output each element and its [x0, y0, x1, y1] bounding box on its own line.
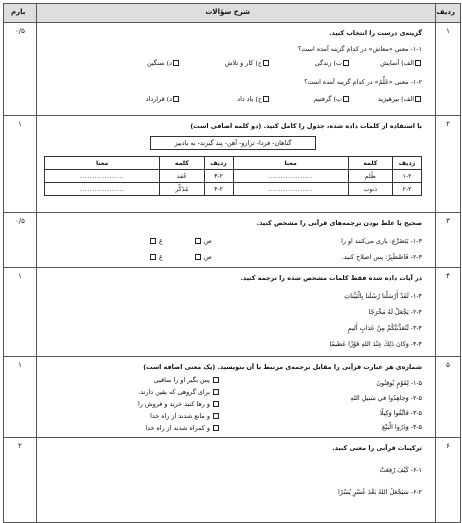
verse-line: ۲-۴- يَجْعَلْ لَهُ مَخْرَجًا — [368, 308, 422, 316]
answer-blank[interactable]: .................. — [45, 170, 160, 183]
checkbox[interactable] — [343, 96, 349, 102]
checkbox[interactable] — [263, 60, 269, 66]
verse-line: ۴-۵- وَذَرُوا الْبَيْعَ — [381, 423, 422, 431]
verse-line: ۱-۵- لِقَوْمٍ يُوقِنُونَ — [376, 379, 422, 387]
table-header-row: ردیف کلمه معنا ردیف کلمه معنا — [45, 157, 422, 170]
answer-blank[interactable]: .................. — [233, 170, 348, 183]
verse-line: ۲-۵- وَجاهِدُوا في سَبيلِ اللهِ — [350, 394, 422, 402]
question-number: ۱ — [446, 27, 450, 35]
question-score: ۰/۵ — [15, 217, 25, 225]
verse-line: ۱-۴- لَقَدْ أَرْسَلْنا رُسُلَنا بِالْبَيِّناتِ — [344, 292, 422, 300]
question-score: ۱ — [18, 361, 22, 369]
checkbox[interactable] — [343, 60, 349, 66]
question-title: ترکیبات قرآنی را معنی کنید. — [332, 444, 422, 452]
translation-option[interactable]: و کمراه شدند از راه خدا — [145, 424, 220, 432]
option-1-2-a[interactable]: الف) بپرهیزید — [378, 95, 422, 103]
table-row: ۲-۲ ذنوب .................. ۴-۲ مُذَکِّر .................. — [45, 183, 422, 196]
checkbox[interactable] — [173, 96, 179, 102]
verse-line: ۴-۴- وَكانَ ذَلِكَ عِنْدَ اللهِ فَوْزًا عَظيمًا — [329, 340, 422, 348]
answer-blank[interactable]: .................. — [45, 183, 160, 196]
checkbox[interactable] — [213, 389, 219, 395]
question-2 — [4, 116, 460, 213]
question-1 — [4, 23, 460, 116]
answer-blank[interactable]: .................. — [233, 183, 348, 196]
question-title: در آیات داده شده فقط کلمات مشخص شده را ترجمه کنید. — [240, 274, 422, 282]
checkbox[interactable] — [415, 96, 421, 102]
checkbox[interactable] — [173, 60, 179, 66]
table-row: ۱-۲ ظُلم .................. ۳-۲ عُقد .................. — [45, 170, 422, 183]
question-title: شماره‌ی هر عبارت قرآنی را مقابل ترجمه‌ی مرتبط با آن بنویسید. (یک معنی اضافه است) — [143, 363, 422, 371]
option-1-1-b[interactable]: ب) زندگی — [315, 59, 350, 67]
verse-line: ۶-۱- كَيْفَ رُفِعَتْ — [379, 466, 422, 474]
option-1-1-a[interactable]: الف) آسایش — [380, 59, 422, 67]
header-score-label: بارم — [11, 8, 26, 16]
table-header — [4, 4, 460, 23]
checkbox[interactable] — [213, 377, 219, 383]
question-number: ۵ — [446, 361, 450, 369]
false-option[interactable]: غ — [149, 253, 163, 261]
option-1-2-c[interactable]: ج) یاد داد — [237, 95, 270, 103]
translation-option[interactable]: پس بگیر او را ساقیی — [154, 376, 220, 384]
question-score: ۲ — [18, 442, 22, 450]
translation-option[interactable]: و مانع شدند از راه خدا — [150, 412, 220, 420]
word-bank: گناهان- فردا- ترازو- آهن- پند گیرند- به یادبیز — [150, 136, 316, 150]
verse-line: ۳-۴- لَنُعَذِّبَنَّكُمْ مِنْ عَذابٍ أَليمٍ — [347, 324, 422, 332]
checkbox[interactable] — [415, 60, 421, 66]
question-6 — [4, 438, 460, 522]
checkbox[interactable] — [150, 254, 156, 260]
sub-question-3-2: ۲-۳- فَاصْطَبِرْ: پس اصلاح کنید. — [341, 253, 422, 261]
checkbox[interactable] — [195, 238, 201, 244]
checkbox[interactable] — [263, 96, 269, 102]
verse-line: ۶-۲- سَيَجْعَلُ اللهُ بَعْدَ عُسْرٍ يُسْرًا — [338, 488, 422, 496]
false-option[interactable]: غ — [149, 237, 163, 245]
verse-line: ۳-۵- فَاتَّقُوا وَكِيلًا — [379, 409, 422, 417]
checkbox[interactable] — [213, 413, 219, 419]
question-title: با استفاده از کلمات داده شده، جدول را کامل کنید. (دو کلمه اضافی است) — [190, 122, 422, 130]
sub-question-1-2: ۱-۲- معنی «عَلِّمُ» در کدام گزینه آمده است؟ — [304, 78, 422, 86]
question-title: صحیح یا غلط بودن ترجمه‌های قرآنی را مشخص کنید. — [256, 219, 422, 227]
matching-table — [44, 156, 422, 196]
question-3 — [4, 213, 460, 268]
sub-question-1-1: ۱-۱- معنی «معاش» در کدام گزینه آمده است؟ — [298, 45, 422, 53]
checkbox[interactable] — [195, 254, 201, 260]
header-row-label: ردیف — [436, 8, 455, 16]
header-title: شرح سؤالات — [205, 8, 250, 16]
checkbox[interactable] — [213, 425, 219, 431]
exam-sheet — [3, 3, 461, 523]
option-1-1-c[interactable]: ج) کار و تلاش — [225, 59, 270, 67]
question-number: ۴ — [446, 272, 450, 280]
true-option[interactable]: ص — [194, 253, 212, 261]
question-4 — [4, 268, 460, 357]
question-number: ۳ — [446, 217, 450, 225]
sub-question-3-1: ۱-۳- یَتَضَرَّع: یاری می‌کنند او را — [341, 237, 422, 245]
question-score: ۱ — [18, 120, 22, 128]
checkbox[interactable] — [150, 238, 156, 244]
question-number: ۶ — [446, 442, 450, 450]
question-score: ۰/۵ — [15, 27, 25, 35]
question-score: ۱ — [18, 272, 22, 280]
question-number: ۲ — [446, 120, 450, 128]
translation-option[interactable]: برای گروهی که یقین دارند. — [138, 388, 220, 396]
option-1-2-d[interactable]: د) قرارداد — [146, 95, 180, 103]
true-option[interactable]: ص — [194, 237, 212, 245]
question-title: گزینه‌ی درست را انتخاب کنید. — [329, 29, 422, 37]
option-1-2-b[interactable]: ب) گرفتیم — [314, 95, 350, 103]
question-5 — [4, 357, 460, 438]
option-1-1-d[interactable]: د) سنگین — [147, 59, 180, 67]
translation-option[interactable]: و رها کنید خرید و فروش را — [138, 400, 220, 408]
checkbox[interactable] — [213, 401, 219, 407]
